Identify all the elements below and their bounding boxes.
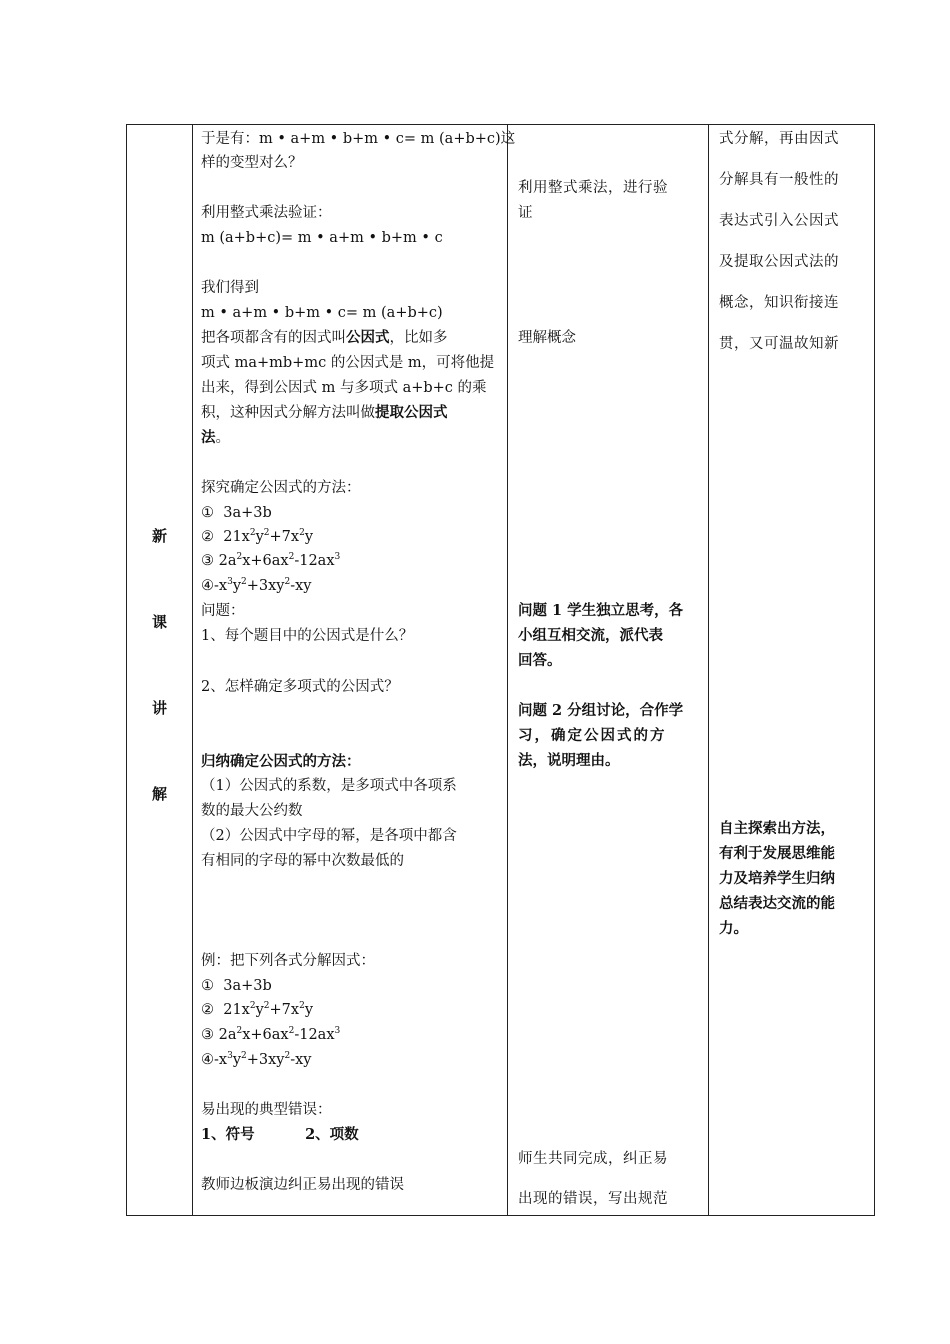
stage-char: 新 [151,527,167,545]
design-intent-cell [709,125,875,1216]
text-line: 自主探索出方法， [719,820,835,837]
text-span: ，比如多 [389,330,448,346]
text-line: m (a+b+c)= m • a+m • b+m • c [201,230,443,246]
text-line: 小组互相交流，派代表 [518,627,663,644]
text-line: 样的变型对么？ [201,155,303,171]
text-line: 数的最大公约数 [201,803,303,819]
text-line: 师生共同完成，纠正易 [518,1151,668,1167]
text-span: 把各项都含有的因式叫 [201,330,346,346]
problem-line: ③ $2a^2x+6ax^2-12ax^3$ [201,1026,341,1043]
teacher-activity-cell [193,125,516,1216]
lesson-plan-table [126,124,875,1216]
text-line: 总结表达交流的能 [719,895,835,912]
table-row [127,125,875,1216]
text-line [201,403,448,423]
text-line: 出来，得到公因式 m 与多项式 a+b+c 的乘 [201,380,487,396]
text-line: 出现的错误，写出规范 [518,1191,668,1207]
text-line: 力及培养学生归纳 [719,870,835,887]
text-line: 有利于发展思维能 [719,845,835,862]
text-line: 式分解，再由因式 [719,131,839,147]
student-activity-cell [508,125,709,1216]
text-line: （2）公因式中字母的幂，是各项中都含 [201,828,457,844]
text-line: 利用整式乘法，进行验 [518,180,668,196]
text-line: 理解概念 [518,330,576,346]
text-span: 。 [215,430,230,446]
stage-char: 讲 [151,699,167,717]
text-line: 教师边板演边纠正易出现的错误 [201,1177,404,1193]
text-line: （1）公因式的系数，是多项式中各项系 [201,778,457,794]
text-line: m • a+m • b+m • c= m (a+b+c) [201,305,443,321]
text-line: 我们得到 [201,280,259,296]
problem-line: ② $21x^2y^2+7x^2y$ [201,1001,314,1018]
problem-line: ① 3a+3b [201,505,272,521]
question-line: 1、每个题目中的公因式是什么？ [201,628,414,644]
text-line [201,428,230,448]
text-line: 力。 [719,920,748,937]
text-line: 法，说明理由。 [518,752,620,769]
problem-line: ② $21x^2y^2+7x^2y$ [201,528,314,545]
text-line: 问题 2 分组讨论，合作学 [518,702,684,719]
text-line: 回答。 [518,652,562,669]
text-line: 概念，知识衔接连 [719,295,839,311]
problem-line: $④-x^3y^2+3xy^2-xy$ [201,1051,312,1068]
text-line: 证 [518,205,533,221]
term-common-factor: 公因式 [346,329,390,346]
text-line: 于是有：m • a+m • b+m • c= m (a+b+c)这 [201,131,516,147]
text-line: 贯，又可温故知新 [719,336,839,352]
text-line: 利用整式乘法验证： [201,205,332,221]
term-extract-method-end: 法 [201,429,216,446]
text-line: 及提取公因式法的 [719,254,839,270]
text-line: 探究确定公因式的方法： [201,480,361,496]
problem-line: ③ $2a^2x+6ax^2-12ax^3$ [201,552,341,569]
problem-line: ① 3a+3b [201,978,272,994]
text-line: 习，确定公因式的方 [518,727,667,744]
text-line [201,328,448,348]
text-line: 易出现的典型错误： [201,1102,332,1118]
text-span: 积，这种因式分解方法叫做 [201,405,375,421]
text-line: 有相同的字母的幂中次数最低的 [201,853,404,869]
stage-label [127,525,192,869]
stage-char: 课 [151,613,167,631]
text-line: 表达式引入公因式 [719,213,839,229]
stage-cell [127,125,193,1216]
problem-line: $④-x^3y^2+3xy^2-xy$ [201,577,312,594]
stage-char: 解 [151,785,167,803]
rule-title: 归纳确定公因式的方法： [201,753,361,770]
text-line: 分解具有一般性的 [719,172,839,188]
error-items: 1、符号 2、项数 [201,1126,359,1143]
text-line: 例：把下列各式分解因式： [201,953,375,969]
text-line: 问题 1 学生独立思考，各 [518,602,684,619]
text-line: 项式 ma+mb+mc 的公因式是 m，可将他提 [201,355,495,371]
question-line: 2、怎样确定多项式的公因式？ [201,679,399,695]
text-line: 问题： [201,603,245,619]
term-extract-method: 提取公因式 [375,404,448,421]
